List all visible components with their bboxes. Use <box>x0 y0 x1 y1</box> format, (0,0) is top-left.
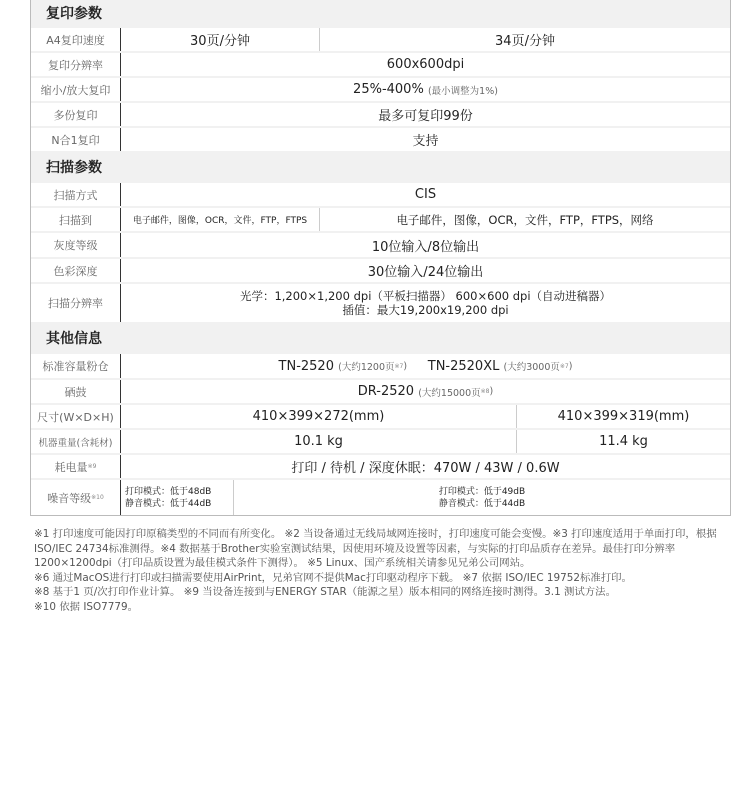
table-row <box>31 284 730 324</box>
cell: 11.4 kg <box>516 430 730 453</box>
cell: 最多可复印99份 <box>378 109 473 124</box>
row-label <box>31 455 121 478</box>
row-label: 标准容量粉仓 <box>31 354 121 378</box>
section-copy-title: 复印参数 <box>31 0 730 28</box>
cell <box>233 480 730 515</box>
cell: 30页/分钟 <box>190 34 250 49</box>
note: ) <box>489 386 494 397</box>
footnote-ref: ※10 <box>91 494 104 501</box>
row-label <box>31 480 121 515</box>
note: ) <box>403 360 408 372</box>
cell-line: 打印模式：低于49dB <box>438 486 526 497</box>
row-label: 复印分辨率 <box>31 53 121 76</box>
footnote-ref: ※9 <box>87 463 97 470</box>
table-row <box>31 380 730 405</box>
table-row <box>31 128 730 153</box>
cell: 410×399×319(mm) <box>516 405 730 428</box>
table-row <box>31 28 730 53</box>
table-row <box>31 430 730 455</box>
table-row <box>31 354 730 380</box>
cell: 支持 <box>412 134 439 149</box>
footnote-ref: ※8 <box>480 388 490 395</box>
row-label: 尺寸(W×D×H) <box>31 405 121 428</box>
cell <box>121 480 233 515</box>
cell-line: 静音模式：低于44dB <box>125 498 212 509</box>
table-row <box>31 78 730 103</box>
table-row <box>31 455 730 480</box>
section-scan-title: 扫描参数 <box>31 153 730 183</box>
row-label: 扫描方式 <box>31 183 121 206</box>
toner-model: TN-2520XL <box>427 358 500 374</box>
cell-note: (最小调整为1%) <box>427 85 498 97</box>
footnote: ※1 打印速度可能因打印原稿类型的不同而有所变化。 ※2 当设备通过无线局域网连接时，打印速度可能会变慢。※3 打印速度适用于单面打印，根据 ISO/IEC 24734标准测得。※4 数据基于Brother实验室测试结果，因使用环境及设置等因素，与实际的打印品质存在差异。最佳打印分辨率1200×1200dpi（打印品质设置为最佳模式条件下测得）。 ※5 Linux、国产系统相关请参见兄弟公司网站。 <box>34 528 717 570</box>
cell-line: 插值：最大19,200x19,200 dpi <box>342 303 509 317</box>
cell: 打印 / 待机 / 深度休眠：470W / 43W / 0.6W <box>291 461 560 476</box>
note: (大约3000页 <box>503 362 560 373</box>
note: (大约15000页 <box>418 387 481 399</box>
footnote-ref: ※7 <box>394 362 404 370</box>
cell <box>121 78 730 101</box>
note: (大约1200页 <box>338 362 395 373</box>
footnote-ref: ※7 <box>559 362 569 370</box>
spec-table <box>30 0 731 516</box>
cell: 34页/分钟 <box>319 28 730 51</box>
drum-model: DR-2520 <box>357 384 415 399</box>
cell: 410×399×272(mm) <box>252 409 385 424</box>
table-row <box>31 103 730 128</box>
cell-line: 静音模式：低于44dB <box>438 498 526 509</box>
cell: CIS <box>414 187 437 202</box>
section-other-title: 其他信息 <box>31 324 730 354</box>
cell: 600x600dpi <box>386 57 465 72</box>
row-label: 灰度等级 <box>31 233 121 257</box>
table-row <box>31 208 730 233</box>
footnote: ※8 基于1 页/次打印作业计算。 ※9 当设备连接到与ENERGY STAR（能源之星）版本相同的网络连接时测得。3.1 测试方法。 <box>34 586 616 599</box>
row-label: 扫描分辨率 <box>31 284 121 322</box>
cell: 电子邮件，图像，OCR，文件，FTP，FTPS <box>132 216 308 226</box>
table-row <box>31 405 730 430</box>
row-label: 色彩深度 <box>31 259 121 282</box>
row-label: N合1复印 <box>31 128 121 151</box>
cell: 10.1 kg <box>294 434 343 449</box>
cell-line: 打印模式：低于48dB <box>125 486 212 497</box>
row-label: 机器重量(含耗材) <box>31 430 121 453</box>
table-row <box>31 183 730 208</box>
cell <box>121 380 730 403</box>
table-row <box>31 480 730 515</box>
toner-model: TN-2520 <box>278 358 334 374</box>
cell: 30位输入/24位输出 <box>367 265 484 280</box>
row-label: 缩小/放大复印 <box>31 78 121 101</box>
note: ) <box>568 360 573 372</box>
table-row <box>31 53 730 78</box>
cell <box>121 284 730 322</box>
cell-line: 光学：1,200×1,200 dpi（平板扫描器） 600×600 dpi（自动进稿器） <box>239 289 612 303</box>
cell-value: 25%-400% <box>353 82 424 97</box>
table-row <box>31 259 730 284</box>
footnote: ※10 依据 ISO7779。 <box>34 600 138 613</box>
cell: 10位输入/8位输出 <box>371 239 480 255</box>
cell: 电子邮件，图像，OCR，文件，FTP，FTPS，网络 <box>319 208 730 231</box>
table-row <box>31 233 730 259</box>
label-text: 耗电量 <box>54 460 88 474</box>
cell <box>121 354 730 378</box>
row-label: A4复印速度 <box>31 28 121 51</box>
footnote: ※6 通过MacOS进行打印或扫描需要使用AirPrint，兄弟官网不提供Mac打印驱动程序下载。 ※7 依据 ISO/IEC 19752标准打印。 <box>34 571 632 584</box>
row-label: 扫描到 <box>31 208 121 231</box>
footnotes <box>34 527 734 615</box>
row-label: 硒鼓 <box>31 380 121 403</box>
label-text: 噪音等级 <box>47 491 92 505</box>
row-label: 多份复印 <box>31 103 121 126</box>
